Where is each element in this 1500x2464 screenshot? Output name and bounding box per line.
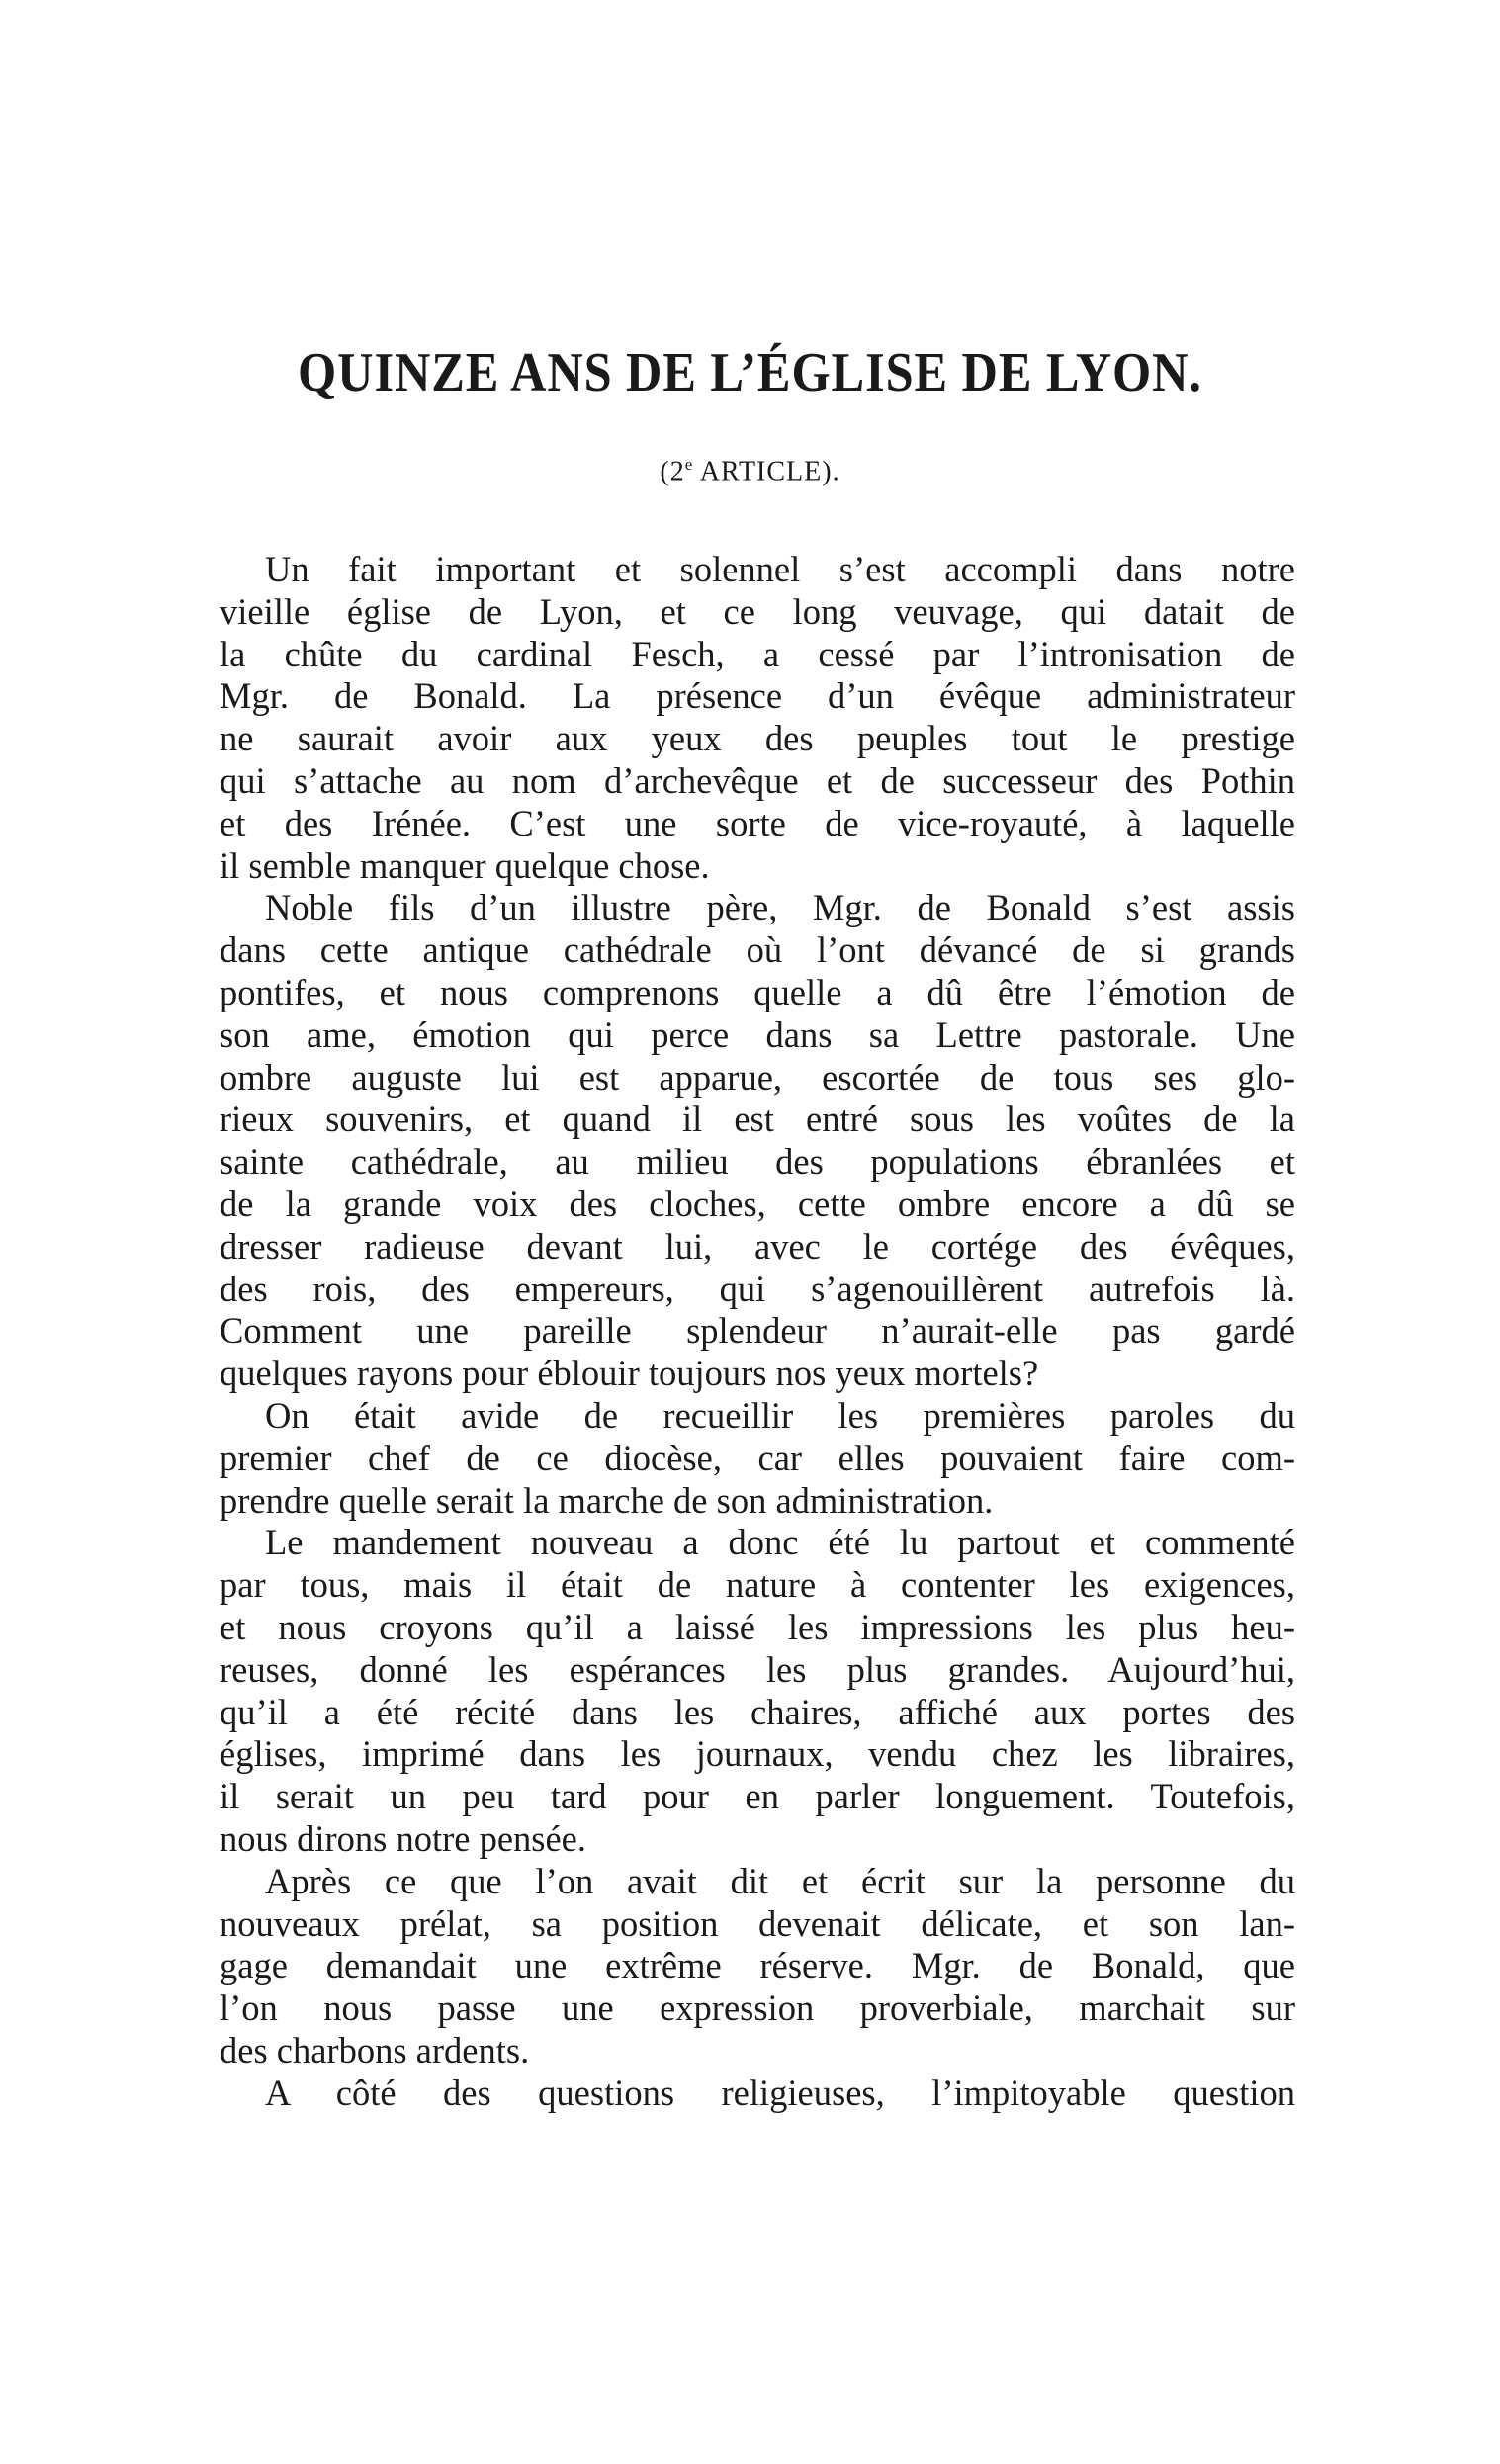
text-line: églises, imprimé dans les journaux, vendu chez les libraires, xyxy=(220,1733,1295,1775)
text-line: reuses, donné les espérances les plus grandes. Aujourd’hui, xyxy=(220,1648,1295,1690)
text-line: premier chef de ce diocèse, car elles pouvaient faire com- xyxy=(220,1437,1295,1478)
text-line: nous dirons notre pensée. xyxy=(220,1817,587,1859)
text-line: gage demandait une extrême réserve. Mgr. de Bonald, que xyxy=(220,1945,1295,1986)
subtitle-suffix: ARTICLE). xyxy=(693,456,840,487)
text-line: des charbons ardents. xyxy=(220,2029,530,2070)
text-line: rieux souvenirs, et quand il est entré sous les voûtes de la xyxy=(220,1099,1295,1140)
article-body xyxy=(220,549,1295,2114)
text-line: Mgr. de Bonald. La présence d’un évêque administrateur xyxy=(220,675,1295,717)
text-line: des rois, des empereurs, qui s’agenouillèrent autrefois là. xyxy=(220,1268,1295,1309)
text-line: par tous, mais il était de nature à contenter les exigences, xyxy=(220,1564,1295,1606)
text-line: qui s’attache au nom d’archevêque et de successeur des Pothin xyxy=(220,759,1295,801)
text-line: il semble manquer quelque chose. xyxy=(220,844,710,886)
text-line: et des Irénée. C’est une sorte de vice-royauté, à laquelle xyxy=(220,802,1295,843)
text-line: dans cette antique cathédrale où l’ont dévancé de si grands xyxy=(220,929,1295,971)
text-line: Le mandement nouveau a donc été lu partout et commenté xyxy=(265,1522,1295,1563)
text-line: l’on nous passe une expression proverbiale, marchait sur xyxy=(220,1987,1295,2029)
text-line: ombre auguste lui est apparue, escortée de tous ses glo- xyxy=(220,1056,1295,1098)
text-line: son ame, émotion qui perce dans sa Lettre pastorale. Une xyxy=(220,1013,1295,1055)
text-line: prendre quelle serait la marche de son administration. xyxy=(220,1479,994,1521)
subtitle-prefix: (2 xyxy=(660,456,685,487)
text-line: qu’il a été récité dans les chaires, affiché aux portes des xyxy=(220,1691,1295,1732)
subtitle-superscript: e xyxy=(684,455,694,474)
text-line: quelques rayons pour éblouir toujours nos yeux mortels? xyxy=(220,1353,1039,1394)
text-line: Comment une pareille splendeur n’aurait-elle pas gardé xyxy=(220,1310,1295,1352)
text-line: pontifes, et nous comprenons quelle a dû être l’émotion de xyxy=(220,971,1295,1012)
text-line: dresser radieuse devant lui, avec le cortége des évêques, xyxy=(220,1225,1295,1267)
text-line: Après ce que l’on avait dit et écrit sur la personne du xyxy=(265,1860,1295,1901)
article-subtitle xyxy=(0,455,1500,487)
text-line: et nous croyons qu’il a laissé les impressions les plus heu- xyxy=(220,1606,1295,1647)
text-line: il serait un peu tard pour en parler longuement. Toutefois, xyxy=(220,1776,1295,1817)
text-line: ne saurait avoir aux yeux des peuples tout le prestige xyxy=(220,718,1295,759)
text-line: vieille église de Lyon, et ce long veuvage, qui datait de xyxy=(220,590,1295,632)
text-line: nouveaux prélat, sa position devenait délicate, et son lan- xyxy=(220,1902,1295,1944)
text-line: de la grande voix des cloches, cette ombre encore a dû se xyxy=(220,1183,1295,1224)
text-line: sainte cathédrale, au milieu des populations ébranlées et xyxy=(220,1141,1295,1183)
text-line: Noble fils d’un illustre père, Mgr. de Bonald s’est assis xyxy=(265,887,1295,928)
text-line: A côté des questions religieuses, l’impitoyable question xyxy=(265,2071,1295,2113)
text-line: Un fait important et solennel s’est accompli dans notre xyxy=(265,549,1295,589)
text-line: On était avide de recueillir les premières paroles du xyxy=(265,1394,1295,1436)
text-line: la chûte du cardinal Fesch, a cessé par l’intronisation de xyxy=(220,633,1295,674)
article-title: QUINZE ANS DE L’ÉGLISE DE LYON. xyxy=(298,342,1202,403)
